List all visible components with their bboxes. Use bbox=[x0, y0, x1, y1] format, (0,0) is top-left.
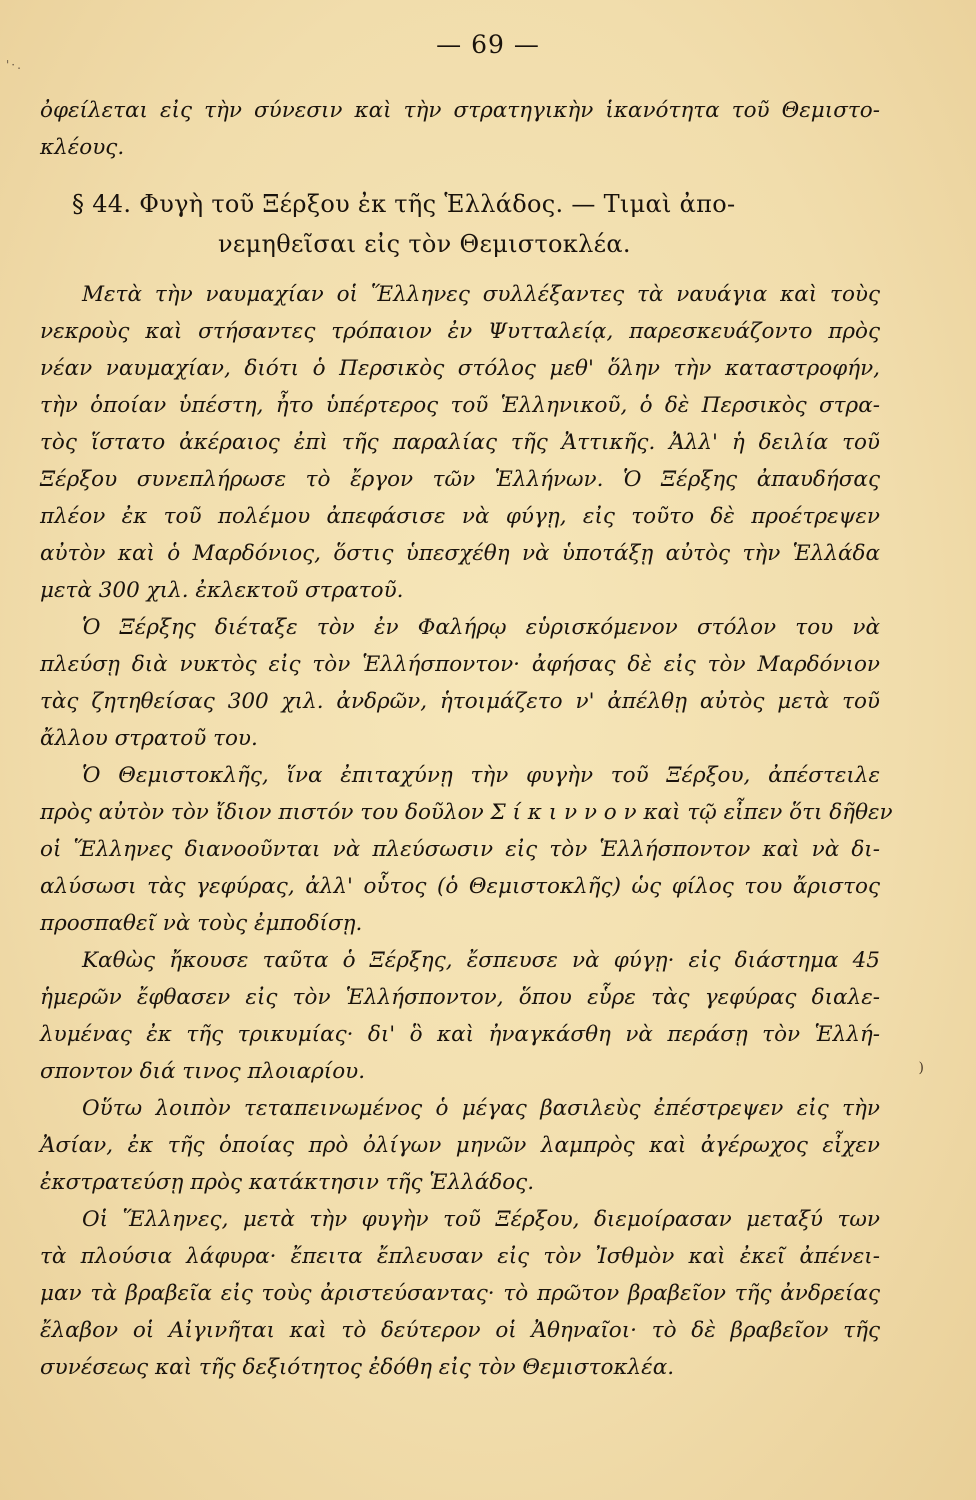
text-line: τὰ πλούσια λάφυρα· ἔπειτα ἔπλευσαν εἰς τὸν Ἰσθμὸν καὶ ἐκεῖ ἀπένει- bbox=[40, 1244, 880, 1269]
text-line: κλέους. bbox=[40, 135, 125, 160]
text-line: ἔλαβον οἱ Αἰγινῆται καὶ τὸ δεύτερον οἱ Ἀθηναῖοι· τὸ δὲ βραβεῖον τῆς bbox=[40, 1318, 880, 1343]
text-line: νεκροὺς καὶ στήσαντες τρόπαιον ἐν Ψυτταλείᾳ, παρεσκευάζοντο πρὸς bbox=[40, 319, 880, 344]
paragraph bbox=[40, 609, 880, 757]
paragraph bbox=[40, 757, 893, 942]
text-line: αλύσωσι τὰς γεφύρας, ἀλλ' οὗτος (ὁ Θεμιστοκλῆς) ὡς φίλος του ἄριστος bbox=[40, 874, 880, 899]
text-line: αὐτὸν καὶ ὁ Μαρδόνιος, ὅστις ὑπεσχέθη νὰ ὑποτάξῃ αὐτὸς τὴν Ἑλλάδα bbox=[40, 541, 880, 566]
text-line: λυμένας ἐκ τῆς τρικυμίας· δι' ὃ καὶ ἠναγκάσθη νὰ περάσῃ τὸν Ἑλλή- bbox=[40, 1022, 880, 1047]
text-line: ὀφείλεται εἰς τὴν σύνεσιν καὶ τὴν στρατηγικὴν ἱκανότητα τοῦ Θεμιστο- bbox=[40, 98, 880, 123]
text-line: ἡμερῶν ἔφθασεν εἰς τὸν Ἑλλήσποντον, ὅπου εὗρε τὰς γεφύρας διαλε- bbox=[40, 985, 880, 1010]
text-line: συνέσεως καὶ τῆς δεξιότητος ἐδόθη εἰς τὸν Θεμιστοκλέα. bbox=[40, 1355, 675, 1380]
text-line: Ξέρξου συνεπλήρωσε τὸ ἔργον τῶν Ἑλλήνων. Ὁ Ξέρξης ἀπαυδήσας bbox=[40, 467, 880, 492]
text-line: Καθὼς ἤκουσε ταῦτα ὁ Ξέρξης, ἔσπευσε νὰ φύγῃ· εἰς διάστημα 45 bbox=[82, 948, 880, 973]
body-text bbox=[40, 92, 893, 1386]
section-heading-continued: νεμηθεῖσαι εἰς τὸν Θεμιστοκλέα. bbox=[218, 230, 631, 258]
text-line: Οἱ Ἕλληνες, μετὰ τὴν φυγὴν τοῦ Ξέρξου, διεμοίρασαν μεταξύ των bbox=[82, 1207, 880, 1232]
paragraph bbox=[40, 276, 880, 609]
text-line: ἄλλου στρατοῦ του. bbox=[40, 726, 258, 751]
text-line: πλέον ἐκ τοῦ πολέμου ἀπεφάσισε νὰ φύγῃ, εἰς τοῦτο δὲ προέτρεψεν bbox=[40, 504, 880, 529]
text-line: νέαν ναυμαχίαν, διότι ὁ Περσικὸς στόλος μεθ' ὅλην τὴν καταστροφήν, bbox=[40, 356, 880, 381]
margin-mark: ) bbox=[918, 1060, 924, 1076]
paragraph bbox=[40, 942, 880, 1090]
paragraph bbox=[40, 1090, 880, 1201]
text-line: τὰς ζητηθείσας 300 χιλ. ἀνδρῶν, ἡτοιμάζετο ν' ἀπέλθῃ αὐτὸς μετὰ τοῦ bbox=[40, 689, 880, 714]
text-line: τὴν ὁποίαν ὑπέστη, ἦτο ὑπέρτερος τοῦ Ἑλληνικοῦ, ὁ δὲ Περσικὸς στρα- bbox=[40, 393, 880, 418]
text-line: τὸς ἵστατο ἀκέραιος ἐπὶ τῆς παραλίας τῆς Ἀττικῆς. Ἀλλ' ἡ δειλία τοῦ bbox=[40, 430, 880, 455]
text-line: μαν τὰ βραβεῖα εἰς τοὺς ἀριστεύσαντας· τὸ πρῶτον βραβεῖον τῆς ἀνδρείας bbox=[40, 1281, 880, 1306]
text-line: πλεύσῃ διὰ νυκτὸς εἰς τὸν Ἑλλήσποντον· ἀφήσας δὲ εἰς τὸν Μαρδόνιον bbox=[40, 652, 880, 677]
text-line: ἐκστρατεύσῃ πρὸς κατάκτησιν τῆς Ἑλλάδος. bbox=[40, 1170, 535, 1195]
paragraph bbox=[40, 1201, 880, 1386]
text-line: Ἀσίαν, ἐκ τῆς ὁποίας πρὸ ὀλίγων μηνῶν λαμπρὸς καὶ ἀγέρωχος εἶχεν bbox=[40, 1133, 880, 1158]
text-line: Οὕτω λοιπὸν τεταπεινωμένος ὁ μέγας βασιλεὺς ἐπέστρεψεν εἰς τὴν bbox=[82, 1096, 880, 1121]
text-line: προσπαθεῖ νὰ τοὺς ἐμποδίσῃ. bbox=[40, 911, 363, 936]
corner-mark: '·. bbox=[6, 58, 23, 72]
text-line: οἱ Ἕλληνες διανοοῦνται νὰ πλεύσωσιν εἰς τὸν Ἑλλήσποντον καὶ νὰ δι- bbox=[40, 837, 880, 862]
text-line: Ὁ Ξέρξης διέταξε τὸν ἐν Φαλήρῳ εὑρισκόμενον στόλον του νὰ bbox=[82, 615, 880, 640]
text-line: σποντον διά τινος πλοιαρίου. bbox=[40, 1059, 366, 1084]
text-line: Μετὰ τὴν ναυμαχίαν οἱ Ἕλληνες συλλέξαντες τὰ ναυάγια καὶ τοὺς bbox=[82, 282, 880, 307]
text-line: μετὰ 300 χιλ. ἐκλεκτοῦ στρατοῦ. bbox=[40, 578, 404, 603]
text-line: πρὸς αὐτὸν τὸν ἴδιον πιστόν του δοῦλον Σ ί κ ι ν ν ο ν καὶ τῷ εἶπεν ὅτι δῆθεν bbox=[40, 800, 893, 825]
page-number: — 69 — bbox=[436, 30, 540, 59]
text-line: Ὁ Θεμιστοκλῆς, ἵνα ἐπιταχύνῃ τὴν φυγὴν τοῦ Ξέρξου, ἀπέστειλε bbox=[82, 763, 880, 788]
section-heading: § 44. Φυγὴ τοῦ Ξέρξου ἐκ τῆς Ἑλλάδος. — Τιμαὶ ἀπο- bbox=[72, 190, 736, 218]
